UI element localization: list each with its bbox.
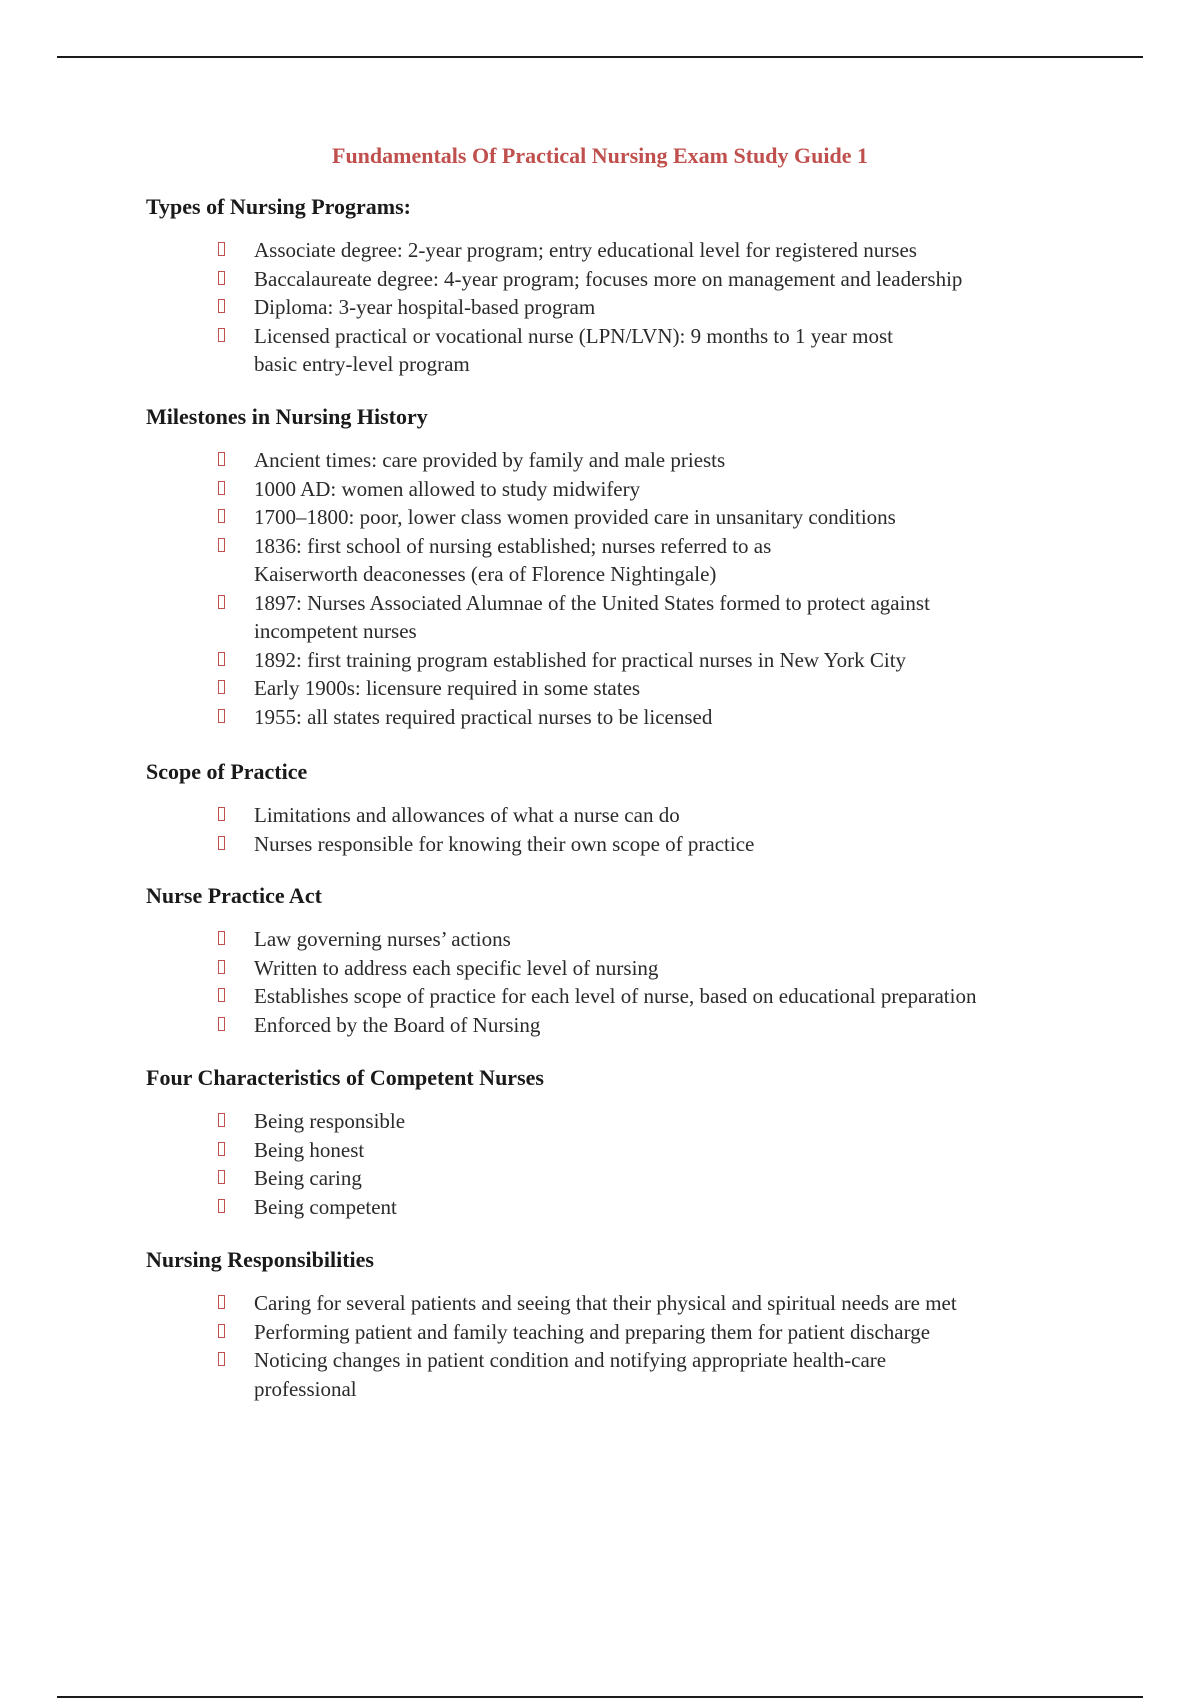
list-item-text: Being responsible <box>254 1109 406 1133</box>
hollow-square-bullet-icon <box>218 1170 225 1184</box>
list-item-text: Noticing changes in patient condition and notifying appropriate health-care professional <box>254 1348 887 1401</box>
list-item <box>146 1289 1106 1318</box>
list-item-text: 1892: first training program established for practical nurses in New York City <box>254 647 907 672</box>
list-item <box>146 1318 1106 1347</box>
hollow-square-bullet-icon <box>218 988 225 1002</box>
list-item <box>146 293 1106 322</box>
section-heading: Nurse Practice Act <box>146 883 322 908</box>
hollow-square-bullet-icon <box>218 652 225 666</box>
list-item-text: Diploma: 3-year hospital-based program <box>254 295 596 319</box>
list-item <box>146 532 1106 589</box>
list-item <box>146 830 1106 859</box>
list-item-text: Early 1900s: licensure required in some states <box>254 676 641 700</box>
list-item <box>146 646 1106 675</box>
hollow-square-bullet-icon <box>218 1324 225 1338</box>
list-item-text: 1000 AD: women allowed to study midwifery <box>254 476 641 501</box>
section-scope-of-practice <box>146 757 1106 858</box>
list-item <box>146 1346 1106 1403</box>
hollow-square-bullet-icon <box>218 538 225 552</box>
hollow-square-bullet-icon <box>218 299 225 313</box>
list-item-text: Being caring <box>254 1166 362 1190</box>
bullet-list <box>146 1289 1106 1403</box>
bullet-list <box>146 236 1106 379</box>
list-item <box>146 1011 1106 1040</box>
list-item <box>146 1164 1106 1193</box>
list-item-text: Baccalaureate degree: 4-year program; focuses more on management and leadership <box>254 266 963 291</box>
list-item <box>146 954 1106 983</box>
bullet-list <box>146 1107 1106 1221</box>
section-heading: Types of Nursing Programs: <box>146 194 412 219</box>
hollow-square-bullet-icon <box>218 960 225 974</box>
list-item-text: 1897: Nurses Associated Alumnae of the United States formed to protect against incompetent nurses <box>254 590 930 643</box>
hollow-square-bullet-icon <box>218 1113 225 1127</box>
section-heading: Nursing Responsibilities <box>146 1247 374 1272</box>
list-item <box>146 446 1106 475</box>
list-item-text: Associate degree: 2-year program; entry educational level for registered nurses <box>254 238 917 262</box>
bullet-list <box>146 446 1106 731</box>
hollow-square-bullet-icon <box>218 931 225 945</box>
list-item <box>146 322 1106 379</box>
list-item <box>146 589 1106 646</box>
hollow-square-bullet-icon <box>218 242 225 256</box>
section-nurse-practice-act <box>146 881 1106 1039</box>
section-heading: Four Characteristics of Competent Nurses <box>146 1065 544 1090</box>
hollow-square-bullet-icon <box>218 595 225 609</box>
list-item-text: Being competent <box>254 1194 397 1219</box>
list-item-text: Being honest <box>254 1137 365 1162</box>
section-competent-nurses <box>146 1063 1106 1221</box>
list-item <box>146 1193 1106 1222</box>
bottom-rule <box>57 1696 1143 1698</box>
list-item <box>146 503 1106 532</box>
list-item <box>146 703 1106 732</box>
list-item-text: Enforced by the Board of Nursing <box>254 1012 541 1037</box>
hollow-square-bullet-icon <box>218 1352 225 1366</box>
hollow-square-bullet-icon <box>218 481 225 495</box>
list-item-text: Law governing nurses’ actions <box>254 927 511 951</box>
hollow-square-bullet-icon <box>218 271 225 285</box>
hollow-square-bullet-icon <box>218 709 225 723</box>
section-nursing-responsibilities <box>146 1245 1106 1403</box>
hollow-square-bullet-icon <box>218 1295 225 1309</box>
list-item-text: Ancient times: care provided by family and male priests <box>254 448 726 472</box>
hollow-square-bullet-icon <box>218 1017 225 1031</box>
list-item <box>146 265 1106 294</box>
list-item <box>146 925 1106 954</box>
hollow-square-bullet-icon <box>218 680 225 694</box>
top-rule <box>57 56 1143 58</box>
list-item <box>146 1107 1106 1136</box>
section-types-of-programs <box>146 192 1106 379</box>
list-item-text: 1700–1800: poor, lower class women provided care in unsanitary conditions <box>254 505 896 529</box>
list-item <box>146 1136 1106 1165</box>
list-item <box>146 801 1106 830</box>
list-item-text: 1836: first school of nursing established; nurses referred to as Kaiserworth deaconesses (era of Florence Nightingale) <box>254 533 772 586</box>
list-item-text: Caring for several patients and seeing that their physical and spiritual needs are met <box>254 1291 957 1315</box>
bullet-list <box>146 801 1106 858</box>
list-item <box>146 475 1106 504</box>
list-item <box>146 982 1106 1011</box>
bullet-list <box>146 925 1106 1039</box>
list-item-text: Nurses responsible for knowing their own scope of practice <box>254 831 755 856</box>
hollow-square-bullet-icon <box>218 836 225 850</box>
hollow-square-bullet-icon <box>218 509 225 523</box>
list-item-text: Performing patient and family teaching and preparing them for patient discharge <box>254 1319 931 1344</box>
hollow-square-bullet-icon <box>218 328 225 342</box>
hollow-square-bullet-icon <box>218 1142 225 1156</box>
list-item-text: Licensed practical or vocational nurse (LPN/LVN): 9 months to 1 year most basic entry-level program <box>254 323 893 376</box>
list-item-text: Limitations and allowances of what a nurse can do <box>254 803 680 827</box>
list-item <box>146 674 1106 703</box>
section-heading: Scope of Practice <box>146 759 308 784</box>
hollow-square-bullet-icon <box>218 807 225 821</box>
list-item-text: Written to address each specific level of nursing <box>254 955 659 980</box>
list-item-text: Establishes scope of practice for each level of nurse, based on educational preparation <box>254 984 977 1008</box>
hollow-square-bullet-icon <box>218 452 225 466</box>
section-heading: Milestones in Nursing History <box>146 404 428 429</box>
document-title: Fundamentals Of Practical Nursing Exam Study Guide 1 <box>332 143 868 168</box>
section-milestones <box>146 402 1106 731</box>
hollow-square-bullet-icon <box>218 1199 225 1213</box>
list-item-text: 1955: all states required practical nurses to be licensed <box>254 704 713 729</box>
list-item <box>146 236 1106 265</box>
